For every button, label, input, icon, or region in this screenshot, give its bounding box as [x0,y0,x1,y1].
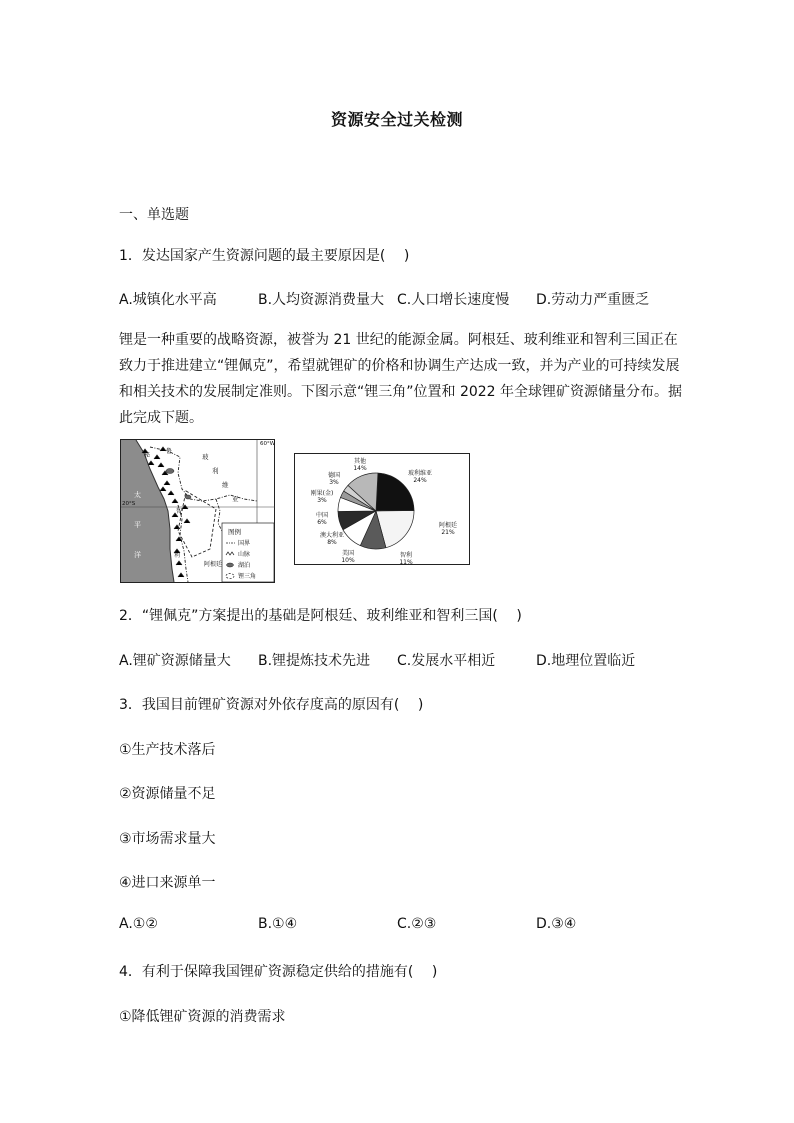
q3-statement: ③市场需求量大 [119,831,216,847]
q1-option-d: D.劳动力严重匮乏 [536,292,650,308]
q1-option-a: A.城镇化水平高 [119,292,217,308]
parallel-label: 20°S [122,501,136,507]
map-label-bolivia: 维 [222,481,229,489]
pie-slice-label: 美国 [341,550,355,557]
pie-slice-label: 澳大利亚 [319,532,345,539]
pie-slice-value: 10% [341,557,355,564]
page-title: 资源安全过关检测 [330,110,463,129]
pie-slice-label: 德国 [327,472,341,479]
map-label-bolivia: 玻 [202,453,209,461]
legend-item: 山脉 [238,551,251,558]
legend-item: 湖泊 [238,562,251,569]
question-3-stem: 3．我国目前锂矿资源对外依存度高的原因有( ) [119,697,424,713]
q1-option-b: B.人均资源消费量大 [258,292,385,308]
pie-slice-value: 14% [353,465,367,472]
legend-item: 锂三角 [238,573,257,580]
question-1-stem: 1．发达国家产生资源问题的最主要原因是( ) [119,248,410,264]
q3-option-a: A.①② [119,916,158,932]
q2-option-b: B.锂提炼技术先进 [258,653,371,669]
q3-statement: ②资源储量不足 [119,786,216,802]
q3-option-d: D.③④ [536,916,577,932]
pie-slice-label: 中国 [315,512,329,519]
map-label-bolivia: 亚 [232,495,239,503]
pie-slice-value: 6% [317,519,327,526]
legend-lake-swatch [227,563,234,567]
pie-slice-value: 21% [441,529,455,536]
q2-option-c: C.发展水平相近 [397,653,496,669]
pie-slice-value: 11% [399,559,413,565]
pie-slice-label: 阿根廷 [438,522,458,529]
question-2-stem: 2．“锂佩克”方案提出的基础是阿根廷、玻利维亚和智利三国( ) [119,608,522,624]
lithium-reserves-pie-chart [294,453,470,565]
q3-option-c: C.②③ [397,916,437,932]
material-line: 锂是一种重要的战略资源，被誉为 21 世纪的能源金属。阿根廷、玻利维亚和智利三国正在 [119,332,678,348]
lake-titicaca [166,469,174,474]
map-label-peru: 鲁 [166,448,173,455]
material-line: 致力于推进建立“锂佩克”，希望就锂矿的价格和协调生产达成一致，并为产业的可持续发展 [119,358,680,374]
figure-lithium-triangle [120,439,520,585]
q3-statement: ④进口来源单一 [119,875,216,891]
pie-slice-label: 智利 [399,552,413,559]
pie-slice-value: 3% [317,497,327,504]
material-paragraph [119,327,683,431]
q1-option-c: C.人口增长速度慢 [397,292,510,308]
pie-slice-value: 8% [327,539,337,546]
pie-slice-value: 3% [329,479,339,486]
map-label-argentina: 阿根廷 [204,561,223,568]
q4-statement: ①降低锂矿资源的消费需求 [119,1009,286,1025]
q3-statement: ①生产技术落后 [119,742,216,758]
map-label-bolivia: 利 [212,467,219,475]
pie-slice-label: 其他 [353,458,367,465]
pie-slice-label: 玻利维亚 [407,470,433,477]
q2-option-d: D.地理位置临近 [536,653,636,669]
material-line: 此完成下题。 [119,410,203,426]
legend-title: 图例 [228,528,241,536]
meridian-label: 60°W [260,441,275,447]
legend-item: 国界 [238,540,251,547]
question-4-stem: 4．有利于保障我国锂矿资源稳定供给的措施有( ) [119,964,438,980]
pie-slice-label: 刚果(金) [310,490,334,497]
q2-option-a: A.锂矿资源储量大 [119,653,231,669]
map-label-ocean: 平 [134,521,141,529]
section-heading: 一、单选题 [119,207,189,223]
map-label-chile: 智 [176,508,183,515]
material-line: 和相关技术的发展制定准则。下图示意“锂三角”位置和 2022 年全球锂矿资源储量分布。据 [119,384,683,400]
map-label-chile: 利 [174,552,181,559]
pie-slices [338,473,414,549]
map-label-peru: 秘 [144,452,151,459]
q3-option-b: B.①④ [258,916,298,932]
map-label-ocean: 太 [134,491,141,499]
pie-slice-value: 24% [413,477,427,484]
lake [185,495,191,499]
map-label-ocean: 洋 [134,551,141,559]
lithium-triangle-map [120,439,275,583]
